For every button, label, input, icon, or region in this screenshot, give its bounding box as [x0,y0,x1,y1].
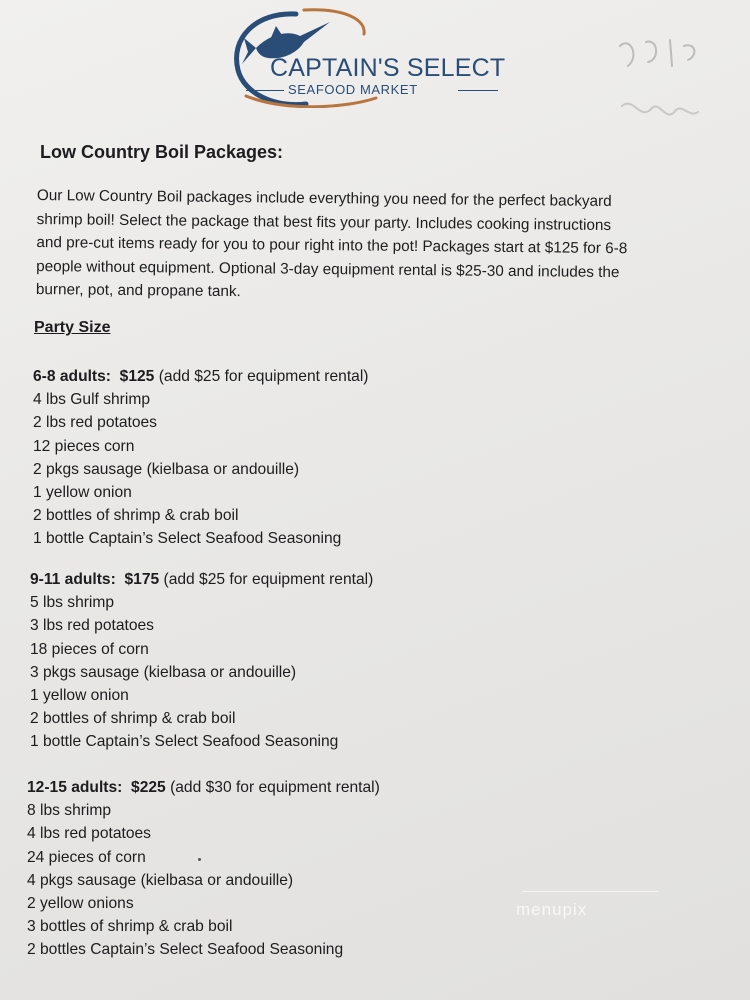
list-item: 4 pkgs sausage (kielbasa or andouille) [27,871,294,889]
logo-title: CAPTAIN'S SELECT [270,54,506,82]
list-item: 24 pieces of corn [27,848,146,866]
list-item: 5 lbs shrimp [30,594,115,612]
intro-line: burner, pot, and propane tank. [35,280,241,301]
watermark-rule [522,891,658,892]
logo-subtitle: SEAFOOD MARKET [288,82,418,97]
captains-select-logo [226,8,516,108]
package-12-15-adults [27,776,380,962]
intro-line: and pre-cut items ready for you to pour right into the pot! Packages start at $125 for 6-8 [36,233,628,258]
intro-line: people without equipment. Optional 3-day equipment rental is $25-30 and includes the [36,257,620,281]
package-header [27,776,380,799]
logo-rule-right [458,90,498,91]
list-item: 1 yellow onion [33,484,132,502]
package-6-8-adults [33,365,368,551]
package-size: 12-15 adults: [27,779,123,796]
list-item: 2 lbs red potatoes [33,414,157,432]
package-9-11-adults [30,568,373,754]
list-item: 2 yellow onions [27,895,134,913]
list-item: 18 pieces of corn [30,640,149,658]
list-item: 4 lbs Gulf shrimp [33,391,150,409]
list-item: 2 bottles Captain’s Select Seafood Seasoning [27,941,344,959]
list-item: 1 yellow onion [30,687,129,705]
watermark: menupix [516,900,588,919]
package-price: $125 [119,368,155,385]
package-note: (add $25 for equipment rental) [163,571,374,588]
list-item: 8 lbs shrimp [27,802,112,820]
package-note: (add $25 for equipment rental) [158,368,369,385]
logo-rule-left [246,90,284,91]
list-item: 1 bottle Captain’s Select Seafood Seasoning [30,733,339,751]
package-note: (add $30 for equipment rental) [170,779,380,796]
list-item: 2 bottles of shrimp & crab boil [30,710,236,728]
package-header [33,365,368,388]
package-price: $225 [131,779,166,796]
package-size: 6-8 adults: [33,368,111,385]
package-header [30,568,373,591]
list-item: 3 lbs red potatoes [30,617,154,635]
package-price: $175 [124,571,160,588]
intro-line: Our Low Country Boil packages include everything you need for the perfect backyard [36,186,612,211]
intro-line: shrimp boil! Select the package that best fits your party. Includes cooking instructions [36,210,612,234]
package-size: 9-11 adults: [30,571,116,588]
list-item: 3 bottles of shrimp & crab boil [27,918,233,936]
page-heading: Low Country Boil Packages: [40,142,284,162]
list-item: 4 lbs red potatoes [27,825,151,843]
paper-speck [198,858,201,861]
pencil-scribble [600,26,720,156]
list-item: 2 bottles of shrimp & crab boil [33,507,239,525]
list-item: 1 bottle Captain’s Select Seafood Seasoning [33,530,342,548]
list-item: 12 pieces corn [33,437,135,455]
intro-paragraph [36,184,697,308]
party-size-label: Party Size [34,319,111,336]
list-item: 3 pkgs sausage (kielbasa or andouille) [30,663,297,681]
list-item: 2 pkgs sausage (kielbasa or andouille) [33,460,300,478]
